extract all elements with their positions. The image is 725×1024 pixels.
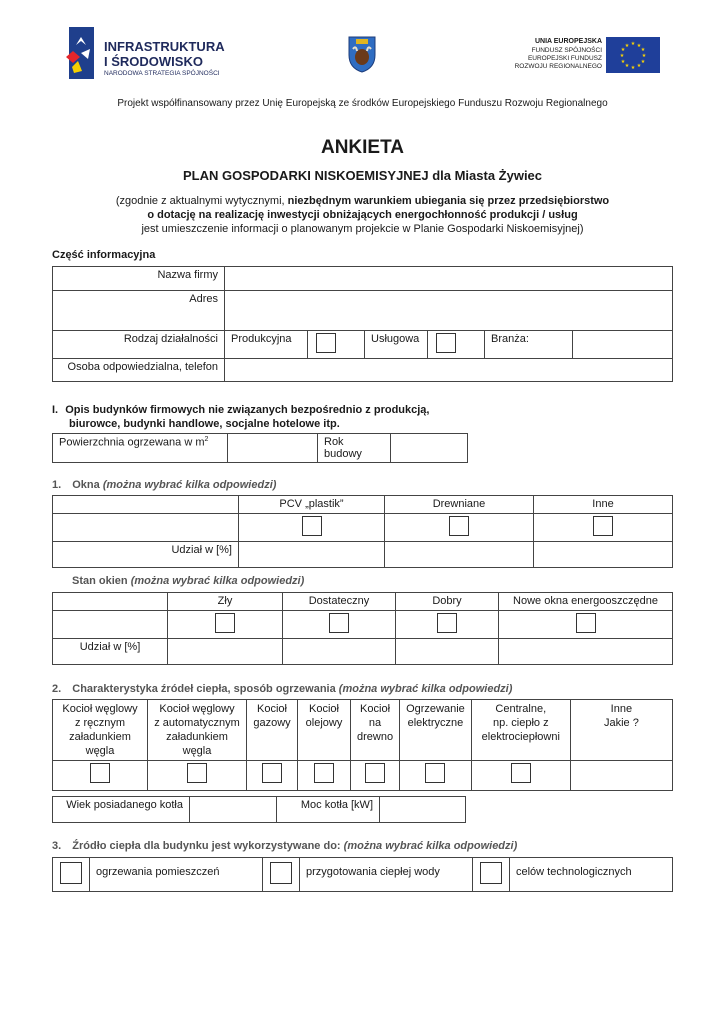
windows-col-other: Inne bbox=[534, 496, 673, 514]
nss-logo-icon bbox=[64, 27, 98, 79]
contact-field[interactable] bbox=[225, 359, 673, 382]
windows-hint: (można wybrać kilka odpowiedzi) bbox=[102, 479, 277, 491]
svg-text:★: ★ bbox=[640, 47, 646, 53]
heat-col-oil: Kocioł olejowy bbox=[298, 700, 351, 761]
svg-text:★: ★ bbox=[624, 43, 630, 49]
section-1-heading bbox=[52, 403, 429, 431]
eu-line-1: UNIA EUROPEJSKA bbox=[534, 38, 602, 45]
window-state-table bbox=[52, 592, 673, 665]
info-heading: Część informacyjna bbox=[52, 249, 156, 261]
window-state-hint: (można wybrać kilka odpowiedzi) bbox=[130, 575, 305, 587]
heat-number: 2. bbox=[52, 683, 62, 695]
window-state-label: Stan okien bbox=[72, 575, 128, 587]
heat-table bbox=[52, 699, 673, 791]
windows-label: Okna bbox=[72, 479, 100, 491]
eu-flag-icon bbox=[606, 37, 660, 73]
windows-wood-cell[interactable] bbox=[385, 514, 534, 542]
state-corner bbox=[53, 593, 168, 611]
production-checkbox-cell[interactable] bbox=[308, 331, 365, 359]
svg-text:★: ★ bbox=[624, 63, 630, 69]
state-fair-checkbox[interactable] bbox=[329, 613, 349, 633]
windows-share-pcv[interactable] bbox=[239, 542, 385, 568]
year-label: Rok budowy bbox=[318, 434, 391, 463]
boiler-power-field[interactable] bbox=[380, 797, 466, 823]
state-col-new: Nowe okna energooszczędne bbox=[499, 593, 673, 611]
section-1-line-1: Opis budynków firmowych nie związanych bezpośrednio z produkcją, bbox=[65, 404, 430, 416]
state-share-fair[interactable] bbox=[283, 639, 396, 665]
cofinanced-note: Projekt współfinansowany przez Unię Europejską ze środków Europejskiego Funduszu Rozwoju Regionalnego bbox=[117, 98, 608, 109]
usage-heating-label: ogrzewania pomieszczeń bbox=[90, 858, 263, 892]
windows-other-cell[interactable] bbox=[534, 514, 673, 542]
intro-p3: jest umieszczenie informacji o planowanym projekcie w Planie Gospodarki Niskoemisyjnej) bbox=[141, 223, 584, 235]
logo-title-1: INFRASTRUKTURA bbox=[104, 39, 225, 54]
windows-pcv-checkbox[interactable] bbox=[302, 516, 322, 536]
heat-hint: (można wybrać kilka odpowiedzi) bbox=[338, 683, 513, 695]
eu-line-4: ROZWOJU REGIONALNEGO bbox=[514, 63, 602, 70]
heated-area-text: Powierzchnia ogrzewana w m bbox=[59, 436, 205, 449]
windows-share-other[interactable] bbox=[534, 542, 673, 568]
windows-col-pcv: PCV „plastik” bbox=[239, 496, 385, 514]
windows-blank bbox=[53, 514, 239, 542]
heat-col-gas: Kocioł gazowy bbox=[247, 700, 298, 761]
heat-auto-coal-cell[interactable] bbox=[148, 761, 247, 791]
boiler-table bbox=[52, 796, 466, 823]
state-blank bbox=[53, 611, 168, 639]
heat-label: Charakterystyka źródeł ciepła, sposób ogrzewania bbox=[72, 683, 336, 695]
heat-electric-checkbox[interactable] bbox=[425, 763, 445, 783]
state-col-fair: Dostateczny bbox=[283, 593, 396, 611]
logo-title-2: I ŚRODOWISKO bbox=[104, 54, 203, 69]
production-checkbox[interactable] bbox=[316, 333, 336, 353]
service-checkbox[interactable] bbox=[436, 333, 456, 353]
eu-logo bbox=[505, 36, 660, 74]
usage-tech-checkbox[interactable] bbox=[480, 862, 502, 884]
heat-col-electric: Ogrzewanie elektryczne bbox=[400, 700, 472, 761]
intro-p2-bold: o dotację na realizację inwestycji obniżających energochłonność produkcji / usług bbox=[147, 209, 578, 221]
eu-line-2: FUNDUSZ SPÓJNOŚCI bbox=[531, 47, 602, 54]
state-new-checkbox[interactable] bbox=[576, 613, 596, 633]
industry-field[interactable] bbox=[573, 331, 673, 359]
usage-hot-water-cell[interactable] bbox=[263, 858, 300, 892]
windows-corner bbox=[53, 496, 239, 514]
heat-col-other: Inne Jakie ? bbox=[570, 700, 672, 761]
company-field[interactable] bbox=[225, 267, 673, 291]
activity-label: Rodzaj działalności bbox=[53, 331, 225, 359]
state-fair-cell[interactable] bbox=[283, 611, 396, 639]
heat-central-checkbox[interactable] bbox=[511, 763, 531, 783]
boiler-age-label: Wiek posiadanego kotła bbox=[53, 797, 190, 823]
windows-wood-checkbox[interactable] bbox=[449, 516, 469, 536]
svg-text:★: ★ bbox=[630, 65, 636, 71]
heat-oil-checkbox[interactable] bbox=[314, 763, 334, 783]
heat-col-manual-coal: Kocioł węglowy z ręcznym załadunkiem węgla bbox=[53, 700, 148, 761]
address-label: Adres bbox=[53, 291, 225, 331]
state-good-checkbox[interactable] bbox=[437, 613, 457, 633]
state-share-good[interactable] bbox=[396, 639, 499, 665]
contact-label: Osoba odpowiedzialna, telefon bbox=[53, 359, 225, 382]
window-state-heading bbox=[72, 575, 304, 587]
heat-auto-coal-checkbox[interactable] bbox=[187, 763, 207, 783]
page-title: ANKIETA bbox=[320, 137, 405, 158]
usage-number: 3. bbox=[52, 840, 62, 852]
heat-manual-coal-cell[interactable] bbox=[53, 761, 148, 791]
section-1-number: I. bbox=[52, 404, 59, 416]
state-bad-cell[interactable] bbox=[168, 611, 283, 639]
infrastruktura-logo bbox=[64, 27, 244, 81]
heat-heading bbox=[52, 683, 512, 695]
company-label: Nazwa firmy bbox=[53, 267, 225, 291]
heat-gas-checkbox[interactable] bbox=[262, 763, 282, 783]
heated-area-field[interactable] bbox=[228, 434, 318, 463]
intro-p1-bold: niezbędnym warunkiem ubiegania się przez przedsiębiorstwo bbox=[287, 195, 610, 207]
boiler-age-field[interactable] bbox=[190, 797, 277, 823]
windows-share-wood[interactable] bbox=[385, 542, 534, 568]
usage-label: Źródło ciepła dla budynku jest wykorzystywane do: bbox=[72, 840, 341, 852]
usage-hint: (można wybrać kilka odpowiedzi) bbox=[343, 840, 518, 852]
year-field[interactable] bbox=[391, 434, 468, 463]
intro-p1: (zgodnie z aktualnymi wytycznymi, bbox=[115, 195, 288, 207]
svg-text:★: ★ bbox=[620, 47, 626, 53]
state-new-cell[interactable] bbox=[499, 611, 673, 639]
windows-other-checkbox[interactable] bbox=[593, 516, 613, 536]
heat-col-central: Centralne, np. ciepło z elektrociepłowni bbox=[471, 700, 570, 761]
usage-heading bbox=[52, 840, 517, 852]
heat-wood-checkbox[interactable] bbox=[365, 763, 385, 783]
heat-other-field[interactable] bbox=[570, 761, 672, 791]
address-field[interactable] bbox=[225, 291, 673, 331]
windows-pcv-cell[interactable] bbox=[239, 514, 385, 542]
state-col-good: Dobry bbox=[396, 593, 499, 611]
usage-heating-checkbox[interactable] bbox=[60, 862, 82, 884]
usage-table bbox=[52, 857, 673, 892]
windows-table bbox=[52, 495, 673, 568]
svg-text:★: ★ bbox=[636, 63, 642, 69]
eu-line-3: EUROPEJSKI FUNDUSZ bbox=[527, 55, 602, 62]
state-share-new[interactable] bbox=[499, 639, 673, 665]
usage-heating-cell[interactable] bbox=[53, 858, 90, 892]
heated-area-sup: 2 bbox=[204, 436, 209, 443]
heat-wood-cell[interactable] bbox=[351, 761, 400, 791]
heat-col-wood: Kocioł na drewno bbox=[351, 700, 400, 761]
service-label: Usługowa bbox=[365, 331, 428, 359]
city-coat-of-arms-icon bbox=[347, 35, 377, 73]
production-label: Produkcyjna bbox=[225, 331, 308, 359]
state-col-bad: Zły bbox=[168, 593, 283, 611]
windows-heading bbox=[52, 479, 276, 491]
heat-electric-cell[interactable] bbox=[400, 761, 472, 791]
windows-number: 1. bbox=[52, 479, 62, 491]
heated-area-label bbox=[53, 434, 228, 463]
svg-text:★: ★ bbox=[641, 53, 647, 59]
windows-col-wood: Drewniane bbox=[385, 496, 534, 514]
intro-text bbox=[0, 194, 725, 236]
heat-col-auto-coal: Kocioł węglowy z automatycznym załadunkiem węgla bbox=[148, 700, 247, 761]
heat-oil-cell[interactable] bbox=[298, 761, 351, 791]
building-table bbox=[52, 433, 468, 463]
svg-text:★: ★ bbox=[636, 43, 642, 49]
industry-label: Branża: bbox=[485, 331, 573, 359]
usage-hot-water-checkbox[interactable] bbox=[270, 862, 292, 884]
svg-text:★: ★ bbox=[620, 59, 626, 65]
state-good-cell[interactable] bbox=[396, 611, 499, 639]
state-share-label: Udział w [%] bbox=[53, 639, 168, 665]
service-checkbox-cell[interactable] bbox=[428, 331, 485, 359]
svg-text:★: ★ bbox=[640, 59, 646, 65]
info-table bbox=[52, 266, 673, 382]
usage-hot-water-label: przygotowania ciepłej wody bbox=[300, 858, 473, 892]
page-subtitle: PLAN GOSPODARKI NISKOEMISYJNEJ dla Miasta Żywiec bbox=[182, 168, 543, 183]
heat-gas-cell[interactable] bbox=[247, 761, 298, 791]
state-share-bad[interactable] bbox=[168, 639, 283, 665]
svg-text:★: ★ bbox=[630, 41, 636, 47]
usage-tech-label: celów technologicznych bbox=[510, 858, 673, 892]
svg-text:★: ★ bbox=[619, 53, 625, 59]
usage-tech-cell[interactable] bbox=[473, 858, 510, 892]
state-bad-checkbox[interactable] bbox=[215, 613, 235, 633]
boiler-power-label: Moc kotła [kW] bbox=[277, 797, 380, 823]
heat-central-cell[interactable] bbox=[471, 761, 570, 791]
windows-share-label: Udział w [%] bbox=[53, 542, 239, 568]
section-1-line-2: biurowce, budynki handlowe, socjalne hotelowe itp. bbox=[69, 418, 340, 430]
heat-manual-coal-checkbox[interactable] bbox=[90, 763, 110, 783]
logo-subtitle: NARODOWA STRATEGIA SPÓJNOŚCI bbox=[104, 70, 220, 77]
